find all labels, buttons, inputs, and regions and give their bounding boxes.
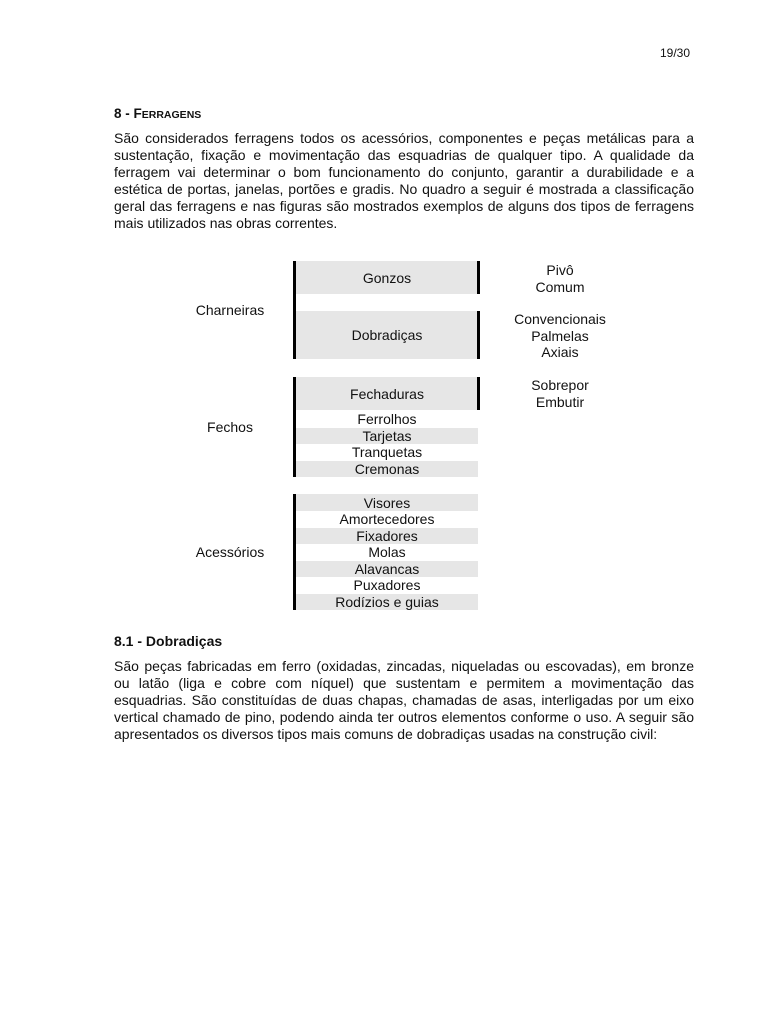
subsection-paragraph: São peças fabricadas em ferro (oxidadas, zincadas, niqueladas ou escovadas), em bronze ou latão (liga e cobre com níquel) que sustentam e permitem a movimentação das esquadrias. São constituídas de duas chapas, chamadas de asas, interligadas por um eixo vertical chamado de pino, podendo ainda ter outros elementos conforme o uso. A seguir são apresentados os diversos tipos mais comuns de dobradiças usadas na construção civil: [114,658,694,742]
gonzos-box: Gonzos [296,261,478,294]
fechos-label: Fechos [207,419,253,435]
gonzos-type: Pivô [546,262,574,278]
fecho-item: Tranquetas [296,444,478,460]
dobradicas-right-bar [477,311,480,359]
acessorio-item: Molas [296,544,478,560]
charneiras-label: Charneiras [195,302,265,318]
fecho-item: Tarjetas [296,428,478,444]
gonzos-types [490,262,630,295]
fecho-item: Cremonas [296,461,478,477]
dobradicas-type: Axiais [541,344,579,360]
fechaduras-box: Fechaduras [296,377,478,410]
section-number: 8 - [114,106,134,121]
fechaduras-type: Sobrepor [531,377,589,393]
section-paragraph: São considerados ferragens todos os acessórios, componentes e peças metálicas para a sustentação, fixação e movimentação das esquadrias de qualquer tipo. A qualidade da ferragem vai determinar o bom funcionamento do conjunto, garantir a durabilidade e a estética de portas, janelas, portões e gradis. No quadro a seguir é mostrada a classificação geral das ferragens e nas figuras são mostrados exemplos de alguns dos tipos de ferragens mais utilizados nas obras correntes. [114,130,694,231]
acessorios-label: Acessórios [195,544,265,560]
acessorio-item: Fixadores [296,528,478,544]
dobradicas-box: Dobradiças [296,311,478,359]
dobradicas-type: Convencionais [514,311,606,327]
fechaduras-types [490,377,630,410]
dobradicas-types [490,311,630,361]
fechaduras-right-bar [477,377,480,410]
fechaduras-type: Embutir [535,393,585,410]
section-title-first-letter: F [133,106,142,121]
acessorio-item: Alavancas [296,561,478,577]
acessorio-item: Puxadores [296,577,478,593]
dobradicas-type: Palmelas [531,327,589,344]
fecho-item: Ferrolhos [296,411,478,427]
acessorio-item: Amortecedores [296,511,478,527]
acessorio-item: Rodízios e guias [296,594,478,610]
acessorio-item: Visores [296,494,478,511]
gonzos-type: Comum [535,278,585,295]
section-title-rest: ERRAGENS [141,109,202,121]
page-number: 19/30 [659,46,690,60]
gonzos-right-bar [477,261,480,294]
subsection-title: 8.1 - Dobradiças [114,633,223,649]
